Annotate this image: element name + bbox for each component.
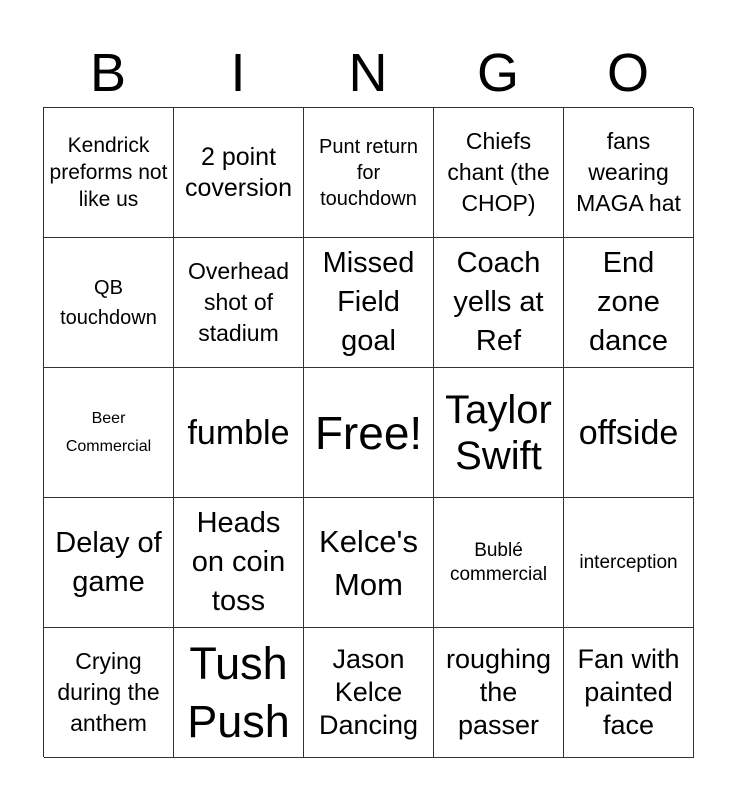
bingo-cell[interactable] — [304, 628, 434, 758]
cell-text: Missed Field goal — [322, 247, 415, 357]
bingo-cell[interactable] — [44, 108, 174, 238]
bingo-cell[interactable] — [44, 368, 174, 498]
free-space-cell[interactable] — [304, 368, 434, 498]
cell-text: End zone dance — [588, 247, 668, 357]
bingo-cell[interactable] — [174, 498, 304, 628]
cell-text: Fan with painted face — [577, 644, 680, 740]
bingo-cell[interactable] — [434, 108, 564, 238]
cell-text: Punt return for touchdown — [319, 135, 418, 210]
bingo-cell[interactable] — [564, 108, 694, 238]
bingo-cell[interactable] — [434, 628, 564, 758]
bingo-cell[interactable] — [564, 498, 694, 628]
cell-text: Taylor Swift — [445, 387, 552, 478]
bingo-cell[interactable] — [44, 238, 174, 368]
cell-text: Chiefs chant (the CHOP) — [447, 128, 550, 216]
cell-text: Crying during the anthem — [57, 648, 160, 736]
header-letter-b: B — [89, 43, 127, 103]
cell-text: fans wearing MAGA hat — [576, 128, 681, 216]
bingo-cell[interactable] — [174, 108, 304, 238]
bingo-cell[interactable] — [174, 628, 304, 758]
header-letter-i: I — [230, 43, 246, 103]
bingo-cell[interactable] — [434, 368, 564, 498]
cell-text: QB touchdown — [60, 276, 157, 329]
cell-text: fumble — [187, 413, 290, 452]
cell-text: offside — [578, 413, 679, 452]
cell-text: interception — [579, 551, 678, 573]
bingo-cell[interactable] — [304, 498, 434, 628]
free-space-text: Free! — [314, 406, 423, 459]
bingo-cell[interactable] — [434, 238, 564, 368]
cell-text: 2 point coversion — [185, 142, 292, 202]
cell-text: Kelce's Mom — [319, 523, 418, 602]
header-letter-g: G — [476, 43, 519, 103]
cell-text: Delay of game — [55, 526, 162, 598]
bingo-header — [43, 38, 693, 108]
cell-text: Beer Commercial — [65, 409, 152, 455]
bingo-cell[interactable] — [44, 498, 174, 628]
bingo-cell[interactable] — [174, 238, 304, 368]
bingo-cell[interactable] — [564, 368, 694, 498]
cell-text: Heads on coin toss — [191, 507, 286, 617]
bingo-cell[interactable] — [174, 368, 304, 498]
cell-text: Coach yells at Ref — [453, 247, 544, 357]
cell-text: Overhead shot of stadium — [187, 258, 289, 346]
bingo-cell[interactable] — [434, 498, 564, 628]
header-letter-n: N — [348, 43, 388, 103]
cell-text: Kendrick preforms not like us — [49, 134, 168, 211]
bingo-cell[interactable] — [564, 238, 694, 368]
cell-text: roughing the passer — [445, 644, 552, 740]
bingo-cell[interactable] — [44, 628, 174, 758]
header-letter-o: O — [606, 43, 649, 103]
bingo-cell[interactable] — [304, 238, 434, 368]
bingo-card — [43, 107, 693, 757]
cell-text: Tush Push — [187, 637, 290, 747]
cell-text: Bublé commercial — [449, 539, 548, 585]
cell-text: Jason Kelce Dancing — [318, 644, 419, 740]
bingo-cell[interactable] — [304, 108, 434, 238]
bingo-cell[interactable] — [564, 628, 694, 758]
